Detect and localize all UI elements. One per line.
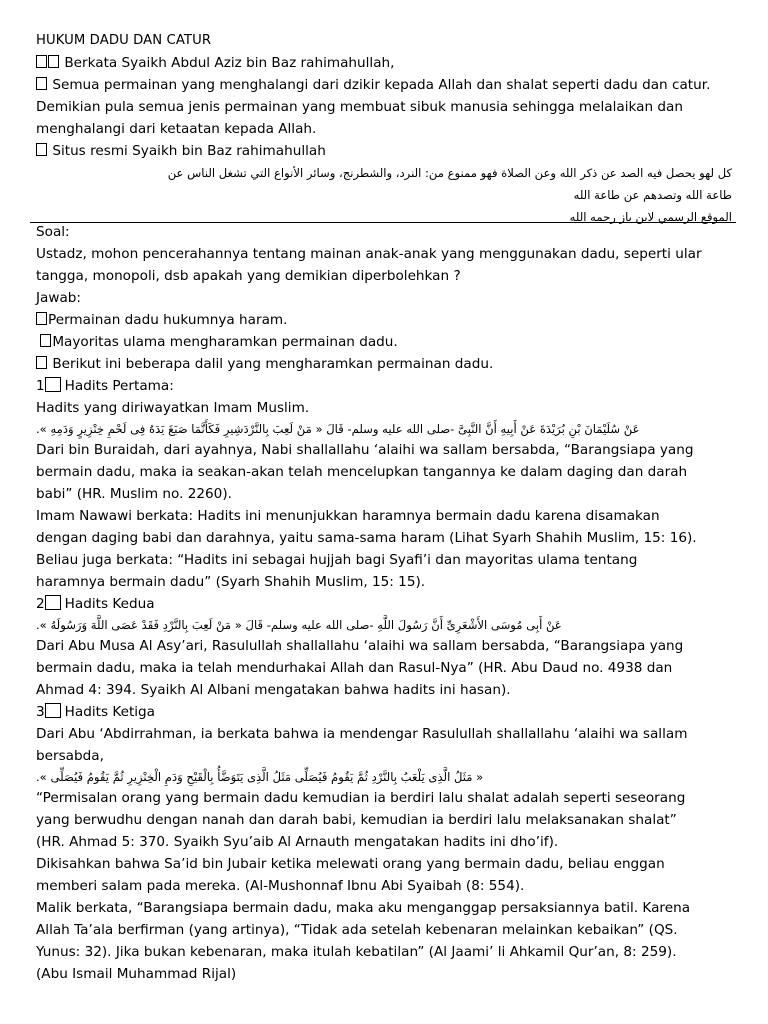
narrative-text: Yunus: 32). Jika bukan kebenaran, maka itulah kebatilan” (Al Jaami’ li Ahkamil Qur’an, 8: 259). [36, 944, 677, 960]
answer-point: Berikut ini beberapa dalil yang mengharamkan permainan dadu. [36, 353, 736, 375]
commentary-text: haramnya bermain dadu” (Syarh Shahih Muslim, 15: 15). [36, 574, 426, 590]
jawab-label: Jawab: [36, 290, 81, 306]
missing-glyph-icon [36, 55, 47, 68]
narrative-text: Dikisahkan bahwa Sa’id bin Jubair ketika melewati orang yang bermain dadu, beliau enggan [36, 856, 665, 872]
arabic-quote-line: طاعة الله وتصدهم عن طاعة الله [573, 188, 732, 202]
qa-block [36, 221, 736, 985]
question-text: Ustadz, mohon pencerahannya tentang mainan anak-anak yang menggunakan dadu, seperti ular [36, 246, 702, 262]
hadith-heading: 1 Hadits Pertama: [36, 378, 174, 394]
hadith-translation: “Permisalan orang yang bermain dadu kemudian ia berdiri lalu shalat adalah seperti seseorang [36, 790, 686, 806]
answer-point: Permainan dadu hukumnya haram. [36, 309, 736, 331]
answer-point: Mayoritas ulama mengharamkan permainan dadu. [36, 331, 736, 353]
hadith-translation: bermain dadu, maka ia seakan-akan telah mencelupkan tangannya ke dalam daging dan darah [36, 464, 688, 480]
keycap-box-icon [45, 377, 61, 392]
missing-glyph-icon [36, 143, 47, 156]
arabic-quote-line: كل لهو يحصل فيه الصد عن ذكر الله وعن الصلاة فهو ممنوع من: النرد، والشطرنج، وسائر الأنواع التي تشغل الناس عن [167, 166, 732, 180]
hadith-heading: 3 Hadits Ketiga [36, 704, 156, 720]
arabic-quote-line: الموقع الرسمي لابن باز رحمه الله [569, 210, 732, 224]
missing-glyph-icon [48, 55, 59, 68]
hadith-intro: Dari Abu ‘Abdirrahman, ia berkata bahwa ia mendengar Rasulullah shallallahu ‘alaihi wa sallam [36, 726, 688, 742]
commentary-text: Beliau juga berkata: “Hadits ini sebagai hujjah bagi Syafi’i dan mayoritas ulama tentang [36, 552, 638, 568]
soal-label: Soal: [36, 224, 70, 240]
title-block [36, 30, 736, 228]
missing-glyph-icon [40, 334, 51, 347]
hadith-translation: Dari bin Buraidah, dari ayahnya, Nabi shallallahu ‘alaihi wa sallam bersabda, “Barangsiapa yang [36, 442, 694, 458]
author-credit: (Abu Ismail Muhammad Rijal) [36, 966, 237, 982]
hadith-translation: Ahmad 4: 394. Syaikh Al Albani mengatakan bahwa hadits ini hasan). [36, 682, 511, 698]
narrative-text: Allah Ta’ala berfirman (yang artinya), “Tidak ada setelah kebenaran melainkan kebaikan” (QS. [36, 922, 678, 938]
hadith-translation: bermain dadu, maka ia telah mendurhakai Allah dan Rasul-Nya” (HR. Abu Daud no. 4938 dan [36, 660, 673, 676]
intro-line: Situs resmi Syaikh bin Baz rahimahullah [36, 140, 736, 162]
keycap-box-icon [45, 703, 61, 718]
document-title: HUKUM DADU DAN CATUR [36, 33, 212, 48]
intro-line: menghalangi dari ketaatan kepada Allah. [36, 121, 317, 137]
hadith-heading: 2 Hadits Kedua [36, 596, 155, 612]
hadith-arabic: « مَثَلُ الَّذِى يَلْعَبُ بِالنَّرْدِ ثُمَّ يَقُومُ فَيُصَلِّى مَثَلُ الَّذِى يَتَوَضَّأُ بِالْقَيْحِ وَدَمِ الْخِنْزِيرِ ثُمَّ يَقُومُ فَيُصَلِّى ». [36, 770, 484, 784]
commentary-text: Imam Nawawi berkata: Hadits ini menunjukkan haramnya bermain dadu karena disamakan [36, 508, 660, 524]
hadith-translation: yang berwudhu dengan nanah dan darah babi, kemudian ia berdiri lalu melaksanakan shalat” [36, 812, 677, 828]
hadith-translation: babi” (HR. Muslim no. 2260). [36, 486, 232, 502]
hadith-translation: (HR. Ahmad 5: 370. Syaikh Syu’aib Al Arnauth mengatakan hadits ini dho’if). [36, 834, 559, 850]
hadith-arabic: عَنْ أَبِى مُوسَى الأَشْعَرِىِّ أَنَّ رَسُولَ اللَّهِ -صلى الله عليه وسلم- قَالَ « مَنْ لَعِبَ بِالنَّرْدِ فَقَدْ عَصَى اللَّهَ وَرَسُولَهُ ». [36, 618, 562, 632]
intro-line: Berkata Syaikh Abdul Aziz bin Baz rahimahullah, [36, 52, 736, 74]
narrative-text: memberi salam pada mereka. (Al-Mushonnaf Ibnu Abi Syaibah (8: 554). [36, 878, 525, 894]
keycap-box-icon [45, 595, 61, 610]
hadith-arabic: عَنْ سُلَيْمَانَ بْنِ بُرَيْدَةَ عَنْ أَبِيهِ أَنَّ النَّبِىَّ -صلى الله عليه وسلم- قَالَ « مَنْ لَعِبَ بِالنَّرْدَشِيرِ فَكَأَنَّمَا صَبَغَ يَدَهُ فِى لَحْمِ خِنْزِيرٍ وَدَمِهِ ». [36, 422, 640, 436]
hadith-intro: Hadits yang diriwayatkan Imam Muslim. [36, 400, 310, 416]
missing-glyph-icon [36, 356, 47, 369]
missing-glyph-icon [36, 77, 47, 90]
missing-glyph-icon [36, 312, 47, 325]
narrative-text: Malik berkata, “Barangsiapa bermain dadu, maka aku menganggap persaksiannya batil. Karena [36, 900, 691, 916]
commentary-text: dengan daging babi dan darahnya, yaitu sama-sama haram (Lihat Syarh Shahih Muslim, 15: 16). [36, 530, 697, 546]
intro-line: Demikian pula semua jenis permainan yang membuat sibuk manusia sehingga melalaikan dan [36, 99, 683, 115]
intro-line: Semua permainan yang menghalangi dari dzikir kepada Allah dan shalat seperti dadu dan catur. [36, 74, 736, 96]
question-text: tangga, monopoli, dsb apakah yang demikian diperbolehkan ? [36, 268, 461, 284]
hadith-translation: Dari Abu Musa Al Asy’ari, Rasulullah shallallahu ‘alaihi wa sallam bersabda, “Barangsiapa yang [36, 638, 684, 654]
hadith-intro: bersabda, [36, 748, 104, 764]
